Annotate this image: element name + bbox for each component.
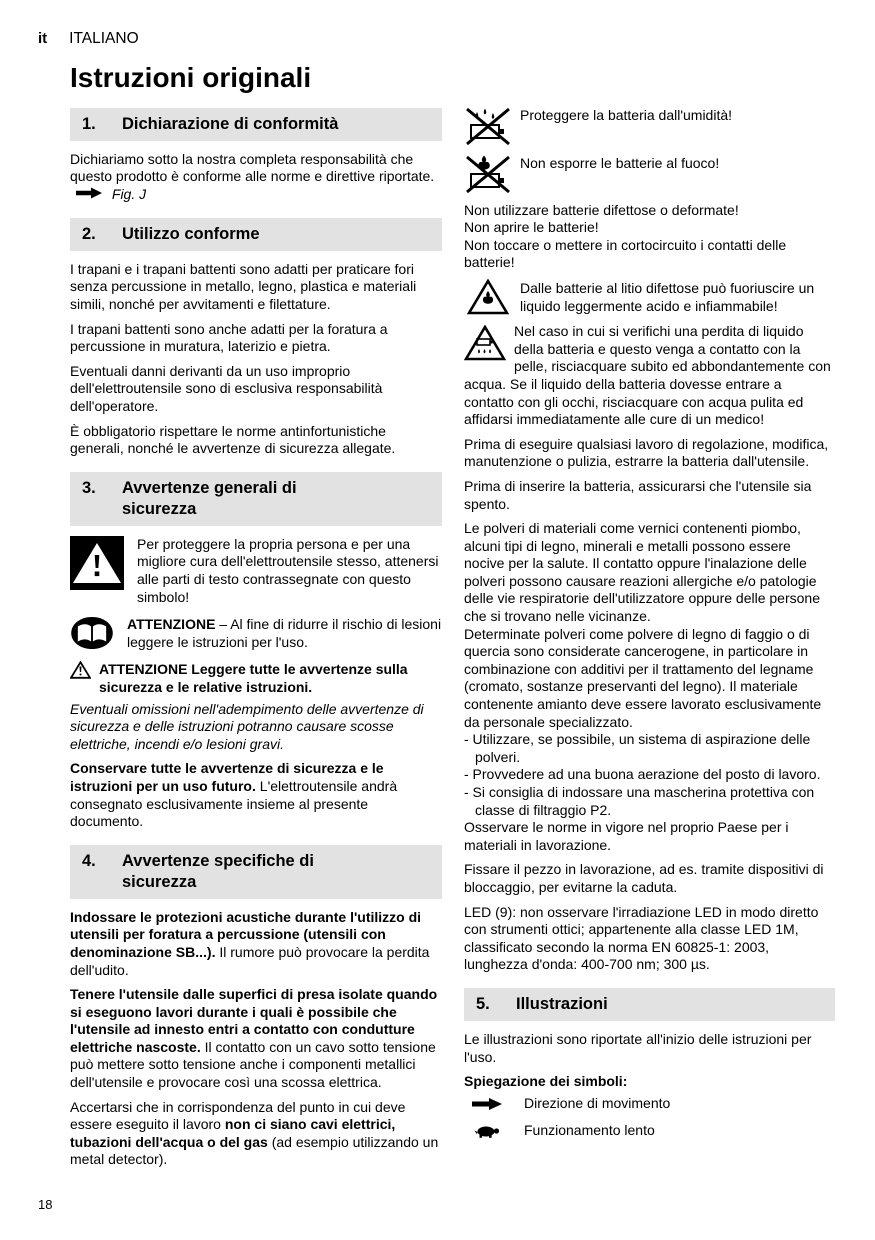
symbol-slow-label: Funzionamento lento <box>524 1122 655 1139</box>
battery-humidity-text: Proteggere la batteria dall'umidità! <box>520 106 733 123</box>
attention-label: ATTENZIONE <box>127 616 216 633</box>
section-title: Utilizzo conforme <box>122 224 260 243</box>
content-columns <box>70 106 835 1176</box>
italic-note: Eventuali omissioni nell'adempimento delle avvertenze di sicurezza e delle istruzioni potranno causare scosse elettriche, incendi e/o lesioni gravi. <box>70 700 424 752</box>
keep-instructions-paragraph <box>70 760 442 830</box>
section-5-heading <box>464 988 835 1021</box>
dust-paragraph: Determinate polveri come polvere di legno di faggio o di quercia sono considerate cancerogene, in particolare in combinazione con additivi per il trattamento del legname (cromato, sostanze preservanti del legno). Il materiale contenente amianto deve essere lavorato esclusivamente da personale specializzato. <box>464 625 822 730</box>
normal-text: Il rumore può provocare la perdita dell'udito. <box>70 943 430 978</box>
direction-arrow-icon <box>464 1097 510 1111</box>
paragraph: Fissare il pezzo in lavorazione, ad es. tramite dispositivi di bloccaggio, per evitarne la caduta. <box>464 861 824 895</box>
battery-fire-row <box>464 154 835 194</box>
battery-leak-text: Nel caso in cui si verifichi una perdita di liquido della batteria e questo venga a contatto con la pelle, risciacquare subito ed abbondantemente con acqua. Se il liquido della batteria dovesse entrare a contatto con gli occhi, risciacquare con acqua pulita ed affidarsi immediatamente alle cure di un medico! <box>464 323 831 428</box>
language-name: ITALIANO <box>69 30 139 47</box>
bold-text: Indossare le protezioni acustiche durante l'utilizzo di utensili per foratura a percussione (utensili con denominazione SB...). <box>70 908 422 960</box>
section-number: 1. <box>82 114 96 133</box>
paragraph: Osservare le norme in vigore nel proprio Paese per i materiali in lavorazione. <box>464 819 789 853</box>
list-item: - Utilizzare, se possibile, un sistema di aspirazione delle polveri. <box>464 731 811 765</box>
led-paragraph: LED (9): non osservare l'irradiazione LED in modo diretto con strumenti ottici; appartenente alla classe LED 1M, classificato secondo la norma EN 60825-1: 2003, lunghezza d'onda: 400-700 nm; 300 µs. <box>464 903 819 973</box>
battery-rule: Non aprire le batterie! <box>464 219 599 236</box>
attention-rest: – Al fine di ridurre il rischio di lesioni leggere le istruzioni per l'uso. <box>127 616 442 650</box>
battery-humidity-row <box>464 106 835 146</box>
language-code: it <box>38 30 48 47</box>
attention-text <box>127 616 442 651</box>
section-title: Dichiarazione di conformità <box>122 114 339 133</box>
hearing-protection-paragraph <box>70 909 442 979</box>
left-column <box>70 106 442 1176</box>
battery-humidity-icon <box>464 106 512 146</box>
section-3-heading <box>70 472 442 526</box>
dust-paragraph: Le polveri di materiali come vernici contenenti piombo, alcuni tipi di legno, minerali e metalli possono essere nocive per la salute. Il contatto oppure l'inalazione delle polveri possono causare reazioni allergiche e/o patologie delle vie respiratorie dell'utilizzatore oppure delle persone che si trovano nelle vicinanze. <box>464 520 820 625</box>
normal-text: Accertarsi che in corrispondenza del punto in cui deve essere eseguito il lavoro <box>70 1098 406 1133</box>
paragraph: Prima di inserire la batteria, assicurarsi che l'utensile sia spento. <box>464 477 812 512</box>
conformity-paragraph <box>70 151 442 204</box>
figure-reference: Fig. J <box>111 185 147 202</box>
hidden-lines-paragraph <box>70 1099 442 1169</box>
battery-fire-text: Non esporre le batterie al fuoco! <box>520 154 720 171</box>
battery-rule: Non utilizzare batterie difettose o deformate! <box>464 201 739 218</box>
keep-rest: L'elettroutensile andrà consegnato esclusivamente insieme al presente documento. <box>70 777 398 830</box>
battery-acid-text: Dalle batterie al litio difettose può fuoriuscire un liquido leggermente acido e infiammabile! <box>520 279 815 314</box>
battery-acid-row <box>464 279 835 315</box>
symbol-direction-row <box>464 1095 835 1113</box>
section-2-heading <box>70 218 442 251</box>
section-number: 2. <box>82 224 96 243</box>
section-4-heading <box>70 845 442 899</box>
section-title: Avvertenze generali di sicurezza <box>122 478 297 518</box>
attention2-text: ATTENZIONE Leggere tutte le avvertenze sulla sicurezza e le relative istruzioni. <box>99 661 408 695</box>
symbol-direction-label: Direzione di movimento <box>524 1094 671 1111</box>
section-number: 5. <box>476 994 490 1013</box>
keep-bold: Conservare tutte le avvertenze di sicurezza e le istruzioni per un uso futuro. <box>70 760 384 794</box>
bold-text: non ci siano cavi elettrici, tubazioni dell'acqua o del gas <box>70 1116 396 1150</box>
battery-fire-icon <box>464 154 512 194</box>
illustrations-paragraph: Le illustrazioni sono riportate all'inizio delle istruzioni per l'uso. <box>464 1030 812 1065</box>
symbol-slow-row <box>464 1122 835 1140</box>
page-title: Istruzioni originali <box>70 61 312 93</box>
normal-text: (ad esempio utilizzando un metal detector). <box>70 1133 439 1168</box>
insulated-grip-paragraph <box>70 986 442 1092</box>
paragraph: Eventuali danni derivanti da un uso improprio dell'elettroutensile sono di esclusiva responsabilità dell'operatore. <box>70 362 383 415</box>
list-item: - Provvedere ad una buona aerazione del posto di lavoro. <box>464 766 821 783</box>
warning-triangle-icon <box>70 661 91 696</box>
warning-text: Per proteggere la propria persona e per una migliore cura dell'elettroutensile stesso, attenersi alle parti di testo contrassegnate con questo simbolo! <box>137 535 439 605</box>
paragraph: È obbligatorio rispettare le norme antinfortunistiche generali, nonché le avvertenze di sicurezza allegate. <box>70 422 396 457</box>
warning-symbol-icon <box>70 536 124 606</box>
right-column <box>464 106 835 1176</box>
triangle-leak-icon <box>464 325 506 361</box>
battery-rule: Non toccare o mettere in cortocircuito i contatti delle batterie! <box>464 236 787 271</box>
paragraph: I trapani battenti sono anche adatti per la foratura a percussione in muratura, laterizio e pietra. <box>70 320 388 355</box>
section-title: Illustrazioni <box>516 994 608 1013</box>
triangle-flame-icon <box>464 279 512 315</box>
battery-leak-paragraph <box>464 323 835 429</box>
arrow-right-icon <box>75 186 103 204</box>
section-1-heading <box>70 108 442 141</box>
paragraph: I trapani e i trapani battenti sono adatti per praticare fori senza percussione in metallo, legno, plastica e materiali simili, nonché per avvitamenti e filettature. <box>70 260 417 313</box>
conformity-text: Dichiariamo sotto la nostra completa responsabilità che questo prodotto è conforme alle norme e direttive riportate. <box>70 150 435 185</box>
read-manual-row <box>70 616 442 651</box>
page-header <box>38 30 835 48</box>
section-title: Avvertenze specifiche di sicurezza <box>122 851 314 891</box>
symbols-title: Spiegazione dei simboli: <box>464 1073 628 1090</box>
read-manual-icon <box>70 616 114 651</box>
bold-text: Tenere l'utensile dalle superfici di presa isolate quando si eseguono lavori durante i quali è possibile che l'utensile ad innesto entri a contatto con condutture elettriche nascoste. <box>70 986 438 1055</box>
page-number: 18 <box>38 1197 53 1213</box>
section-number: 4. <box>82 851 96 870</box>
normal-text: Il contatto con un cavo sotto tensione può mettere sotto tensione anche i componenti metallici dell'utensile e provocare così una scossa elettrica. <box>70 1038 436 1091</box>
list-item: - Si consiglia di indossare una mascherina protettiva con classe di filtraggio P2. <box>464 784 815 818</box>
attention-warning-row <box>70 661 442 696</box>
general-warning-row <box>70 536 442 606</box>
paragraph: Prima di eseguire qualsiasi lavoro di regolazione, modifica, manutenzione o pulizia, estrarre la batteria dall'utensile. <box>464 435 829 470</box>
turtle-icon <box>464 1125 510 1138</box>
section-number: 3. <box>82 478 96 497</box>
